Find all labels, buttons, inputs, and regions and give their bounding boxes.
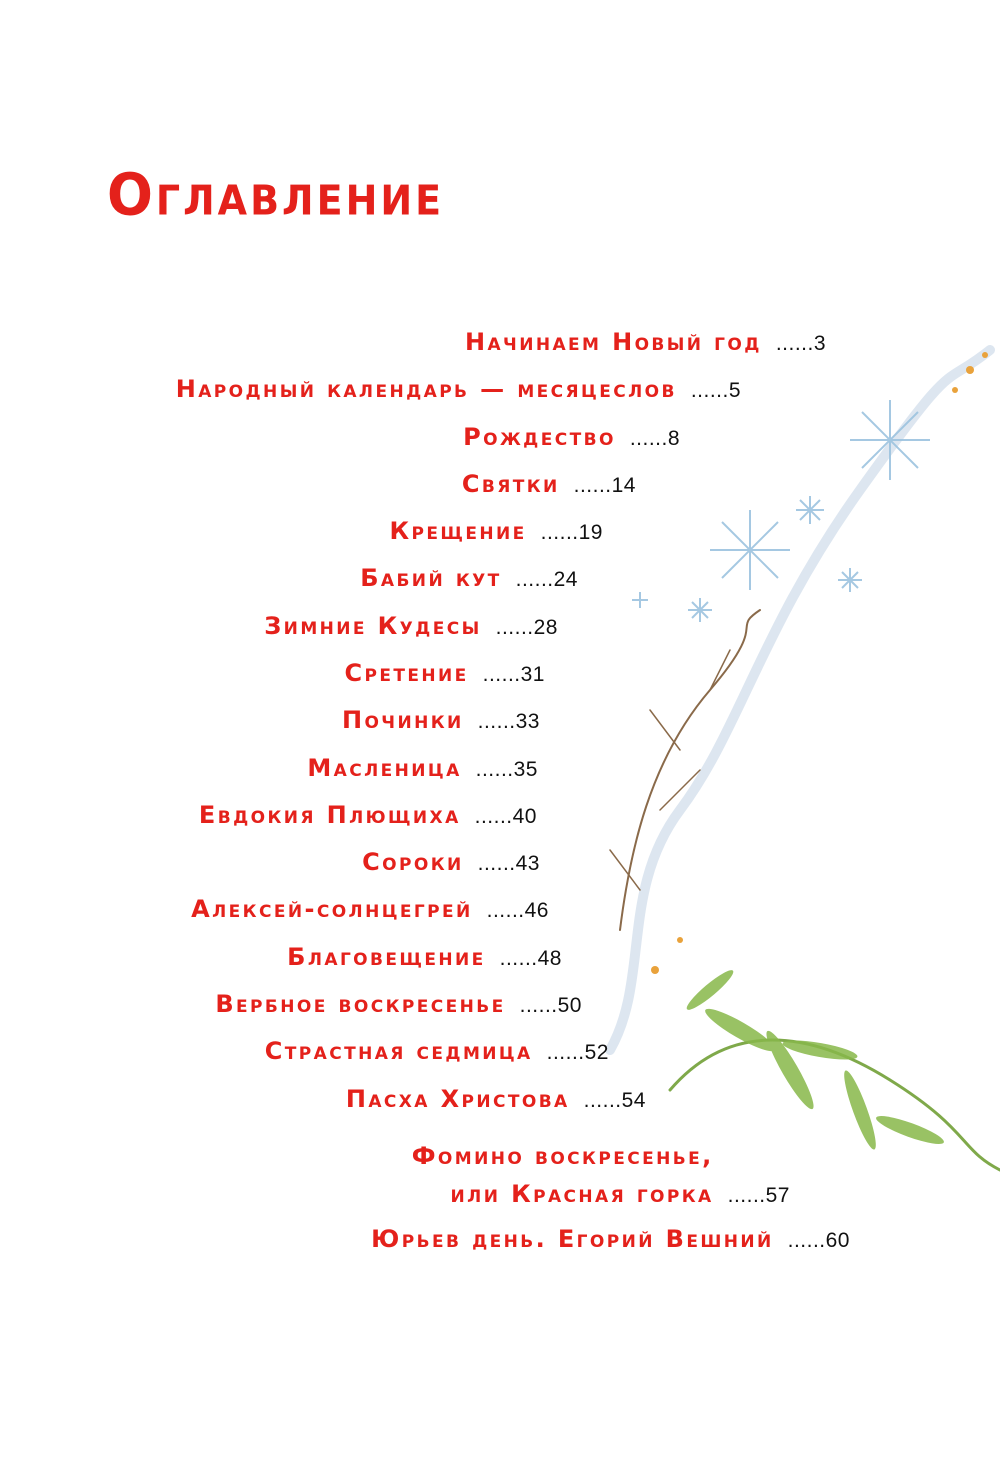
toc-entry-title: Зимние Кудесы bbox=[264, 612, 482, 640]
page-title: Оглавление bbox=[107, 160, 445, 229]
toc-entry-page: ......48 bbox=[499, 947, 562, 970]
toc-entry[interactable] bbox=[264, 614, 558, 638]
toc-entry-title: Сороки bbox=[362, 848, 464, 876]
toc-entry-page: ......14 bbox=[573, 474, 636, 497]
toc-entry-title-line: Фомино воскресенье, bbox=[411, 1142, 714, 1170]
toc-entry[interactable] bbox=[462, 472, 636, 496]
toc-entry[interactable] bbox=[344, 661, 545, 685]
toc-entry-title: Бабий кут bbox=[360, 564, 502, 592]
toc-entry-page: ......43 bbox=[477, 852, 540, 875]
toc-entry-title bbox=[412, 1144, 714, 1206]
toc-entry-title: Святки bbox=[461, 470, 560, 498]
toc-entry-page: ......46 bbox=[486, 899, 549, 922]
toc-entry[interactable] bbox=[463, 425, 680, 449]
toc-entry-title: Вербное воскресенье bbox=[215, 990, 506, 1018]
toc-entry-title: Страстная седмица bbox=[264, 1037, 533, 1065]
toc-entry-title: Рождество bbox=[463, 423, 616, 451]
toc-entry-page: ......5 bbox=[690, 379, 741, 402]
toc-entry[interactable] bbox=[390, 519, 603, 543]
toc-entry-title: Сретение bbox=[344, 659, 469, 687]
toc-entry[interactable] bbox=[362, 850, 540, 874]
toc-entry[interactable] bbox=[412, 1144, 790, 1206]
toc-entry-page: ......60 bbox=[787, 1229, 850, 1252]
toc-entry-page: ......35 bbox=[475, 758, 538, 781]
toc-entry-page: ......52 bbox=[546, 1041, 609, 1064]
toc-entry-page: ......31 bbox=[482, 663, 545, 686]
toc-entry-title: Алексей-солнцегрей bbox=[191, 895, 473, 923]
toc-entry[interactable] bbox=[199, 803, 537, 827]
toc-entry-title: Масленица bbox=[307, 754, 462, 782]
toc-entry-title: Пасха Христова bbox=[345, 1085, 570, 1113]
toc-entry-page: ......33 bbox=[477, 710, 540, 733]
toc-entry[interactable] bbox=[342, 708, 540, 732]
toc-entry-page: ......28 bbox=[495, 616, 558, 639]
toc-entry-page: ......24 bbox=[515, 568, 578, 591]
toc-entry[interactable] bbox=[465, 330, 826, 354]
toc-entry-page: ......50 bbox=[519, 994, 582, 1017]
toc-entry-page: ......8 bbox=[629, 427, 680, 450]
toc-entry[interactable] bbox=[265, 1039, 609, 1063]
toc-entry-title: Юрьев день. Егорий Вешний bbox=[371, 1225, 774, 1253]
toc-entry[interactable] bbox=[215, 992, 582, 1016]
toc-entry-title-line: или Красная горка bbox=[450, 1180, 714, 1208]
toc-entry-page: ......40 bbox=[474, 805, 537, 828]
toc-entry-page: ......54 bbox=[583, 1089, 646, 1112]
toc-entry-page: ......3 bbox=[775, 332, 826, 355]
toc-entry[interactable] bbox=[371, 1227, 850, 1251]
toc-entry[interactable] bbox=[176, 377, 741, 401]
toc-entry[interactable] bbox=[287, 945, 562, 969]
toc-entry[interactable] bbox=[360, 566, 578, 590]
toc-entry-page: ......57 bbox=[727, 1184, 790, 1207]
toc-entry[interactable] bbox=[346, 1087, 646, 1111]
toc-entry-page: ......19 bbox=[540, 521, 603, 544]
toc-entry[interactable] bbox=[191, 897, 549, 921]
toc-entry-title: Починки bbox=[341, 706, 464, 734]
toc-entry-title: Евдокия Плющиха bbox=[198, 801, 461, 829]
toc-entry-title: Народный календарь — месяцеслов bbox=[175, 375, 677, 403]
toc-entry[interactable] bbox=[307, 756, 538, 780]
toc-entry-title: Благовещение bbox=[287, 943, 486, 971]
toc-entry-title: Крещение bbox=[389, 517, 527, 545]
toc-entry-title: Начинаем Новый год bbox=[465, 328, 762, 356]
